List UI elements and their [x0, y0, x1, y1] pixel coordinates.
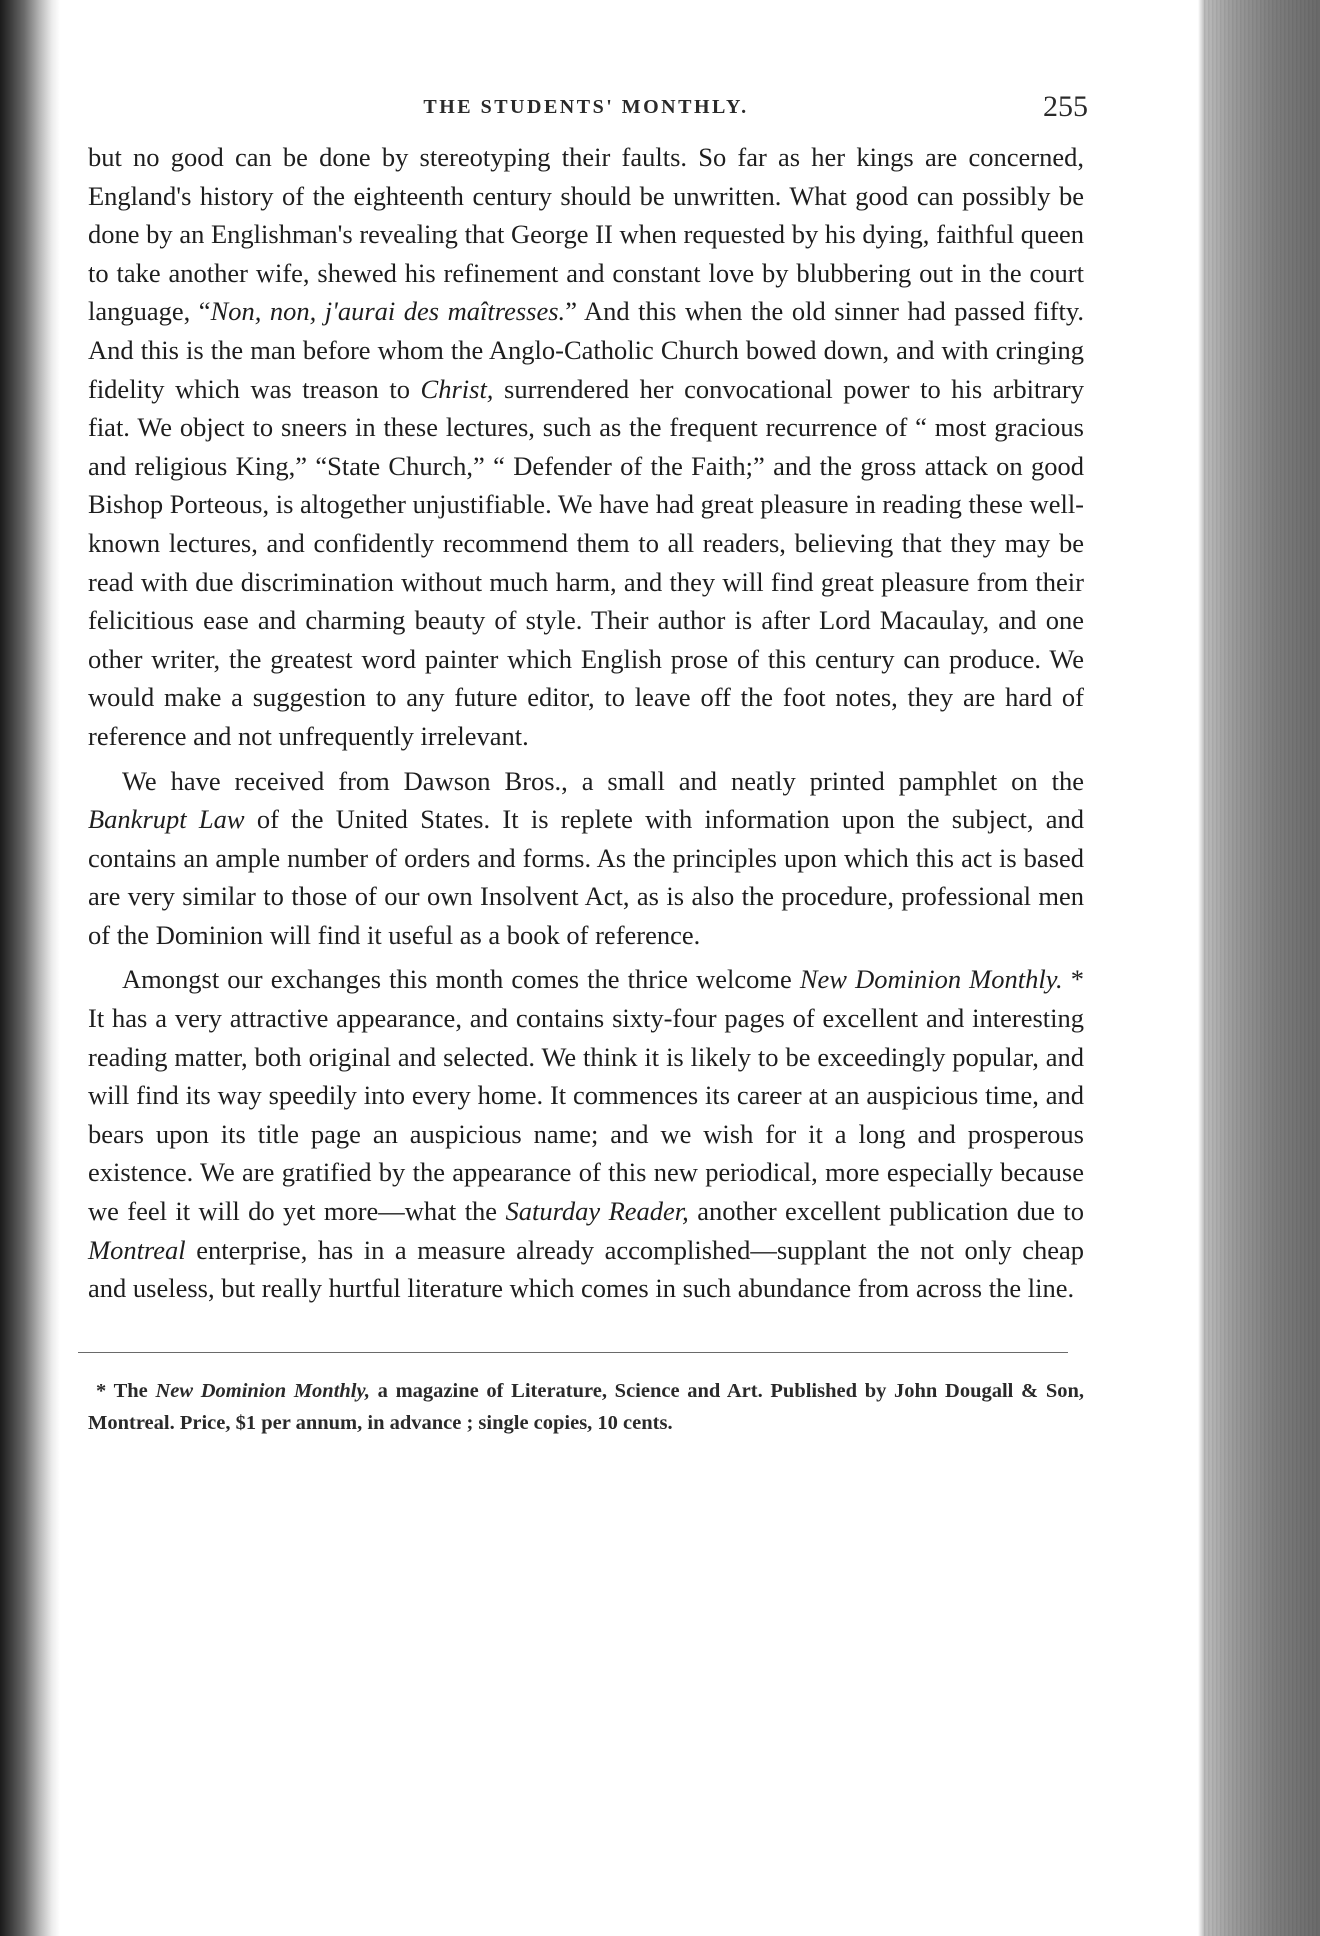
page-number: 255 — [1043, 90, 1088, 123]
p1-text-b: ” And this when the old sinner had passed fifty. And this is the man before whom the Anglo-Catholic Church bowed down, and with cringing fidelity which was treason to — [88, 296, 1085, 404]
footnote-rule — [78, 1352, 1068, 1353]
footnote-italic-title: New Dominion Monthly, — [155, 1379, 370, 1402]
footnote — [88, 1375, 1084, 1439]
book-gutter — [0, 0, 60, 1936]
paragraph-1 — [88, 138, 1084, 756]
p2-text-b: of the United States. It is replete with information upon the subject, and contains an ample number of orders and forms. As the principles upon which this act is based are very similar to those of our own Insolvent Act, as is also the procedure, professional men of the Dominion will find it useful as a book of reference. — [88, 804, 1084, 950]
paragraph-2 — [88, 762, 1084, 955]
p3-text-a: Amongst our exchanges this month comes the thrice welcome — [122, 964, 800, 995]
body-text — [88, 138, 1084, 1308]
book-page — [88, 88, 1088, 1439]
page-header — [88, 88, 1088, 132]
p3-text-c: another excellent publication due to — [688, 1196, 1084, 1227]
running-title: THE STUDENTS' MONTHLY. — [423, 96, 749, 118]
footnote-text: a magazine of Literature, Science and Art. Published by John Dougall & Son, Montreal. Price, $1 per annum, in advance ; single copies, 10 cents. — [88, 1379, 1084, 1434]
p3-italic-montreal: Montreal — [88, 1234, 186, 1265]
book-page-edges — [1204, 0, 1320, 1936]
p3-italic-new-dominion: New Dominion Monthly. — [799, 964, 1063, 995]
paragraph-3 — [88, 960, 1084, 1307]
p1-text-a: but no good can be done by stereotyping their faults. So far as her kings are concerned, England's history of the eighteenth century should be unwritten. What good can possibly be done by an Englishman's revealing that George II when requested by his dying, faithful queen to take another wife, shewed his refinement and constant love by blubbering out in the court language, “ — [88, 142, 1084, 327]
p1-text-c: surrendered her convocational power to his arbitrary fiat. We object to sneers in these lectures, such as the frequent recurrence of “ most gracious and religious King,” “State Church,” “ Defender of the Faith;” and the gross attack on good Bishop Porteous, is altogether unjustifiable. We have had great pleasure in reading these well-known lectures, and confidently recommend them to all readers, believing that they may be read with due discrimination without much harm, and they will find great pleasure from their felicitious ease and charming beauty of style. Their author is after Lord Macaulay, and one other writer, the greatest word painter which English prose of this century can produce. We would make a suggestion to any future editor, to leave off the foot notes, they are hard of reference and not unfrequently irrelevant. — [88, 373, 1085, 751]
footnote-mark: * The — [96, 1379, 156, 1402]
p3-text-d: enterprise, has in a measure already accomplished—supplant the not only cheap and useless, but really hurtful literature which comes in such abundance from across the line. — [88, 1234, 1084, 1304]
p1-italic-christ: Christ, — [420, 373, 494, 404]
p1-italic-quote: Non, non, j'aurai des maîtresses. — [210, 296, 566, 327]
p2-italic-bankrupt-law: Bankrupt Law — [88, 804, 245, 835]
p2-text-a: We have received from Dawson Bros., a small and neatly printed pamphlet on the — [122, 765, 1084, 796]
p3-text-b: * It has a very attractive appearance, and contains sixty-four pages of excellent and interesting reading matter, both original and selected. We think it is likely to be exceedingly popular, and will find its way speedily into every home. It commences its career at an auspicious time, and bears upon its title page an auspicious name; and we wish for it a long and prosperous existence. We are gratified by the appearance of this new periodical, more especially because we feel it will do yet more—what the — [88, 964, 1085, 1227]
p3-italic-saturday-reader: Saturday Reader, — [505, 1196, 689, 1227]
